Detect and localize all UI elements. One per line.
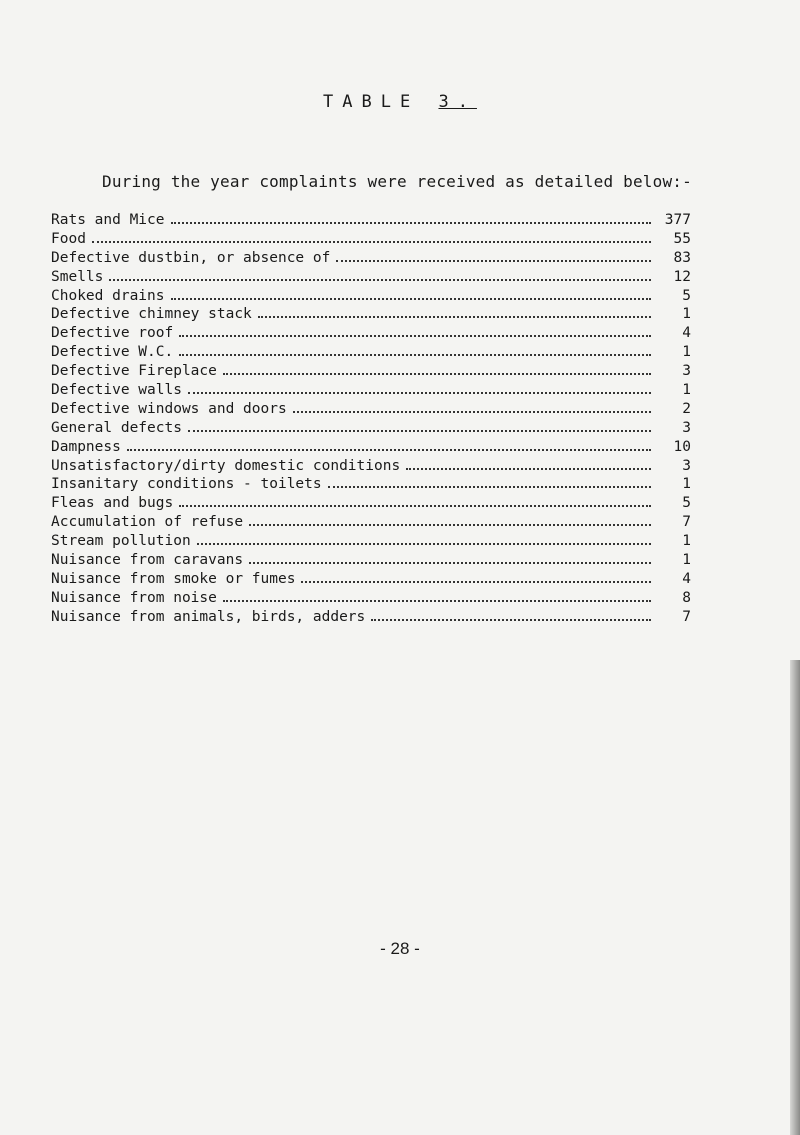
complaint-label: Nuisance from caravans: [51, 552, 244, 569]
complaint-count: 1: [682, 344, 691, 361]
complaint-row: [51, 306, 691, 325]
complaint-label: Defective roof: [51, 325, 174, 342]
complaint-row: [51, 533, 691, 552]
dot-leader: [336, 260, 651, 262]
intro-text: During the year complaints were received as detailed below:-: [102, 172, 692, 191]
complaint-label: Defective dustbin, or absence of: [51, 249, 331, 266]
complaint-count: 12: [673, 268, 691, 285]
complaint-row: [51, 495, 691, 514]
table-title-word: TABLE: [323, 92, 420, 112]
complaint-label: Dampness: [51, 438, 121, 455]
complaint-count: 7: [682, 608, 691, 625]
complaint-count: 10: [673, 438, 691, 455]
complaint-count: 3: [682, 457, 691, 474]
complaint-label: Defective Fireplace: [51, 363, 217, 380]
complaint-count: 1: [682, 533, 691, 550]
dot-leader: [179, 505, 651, 507]
dot-leader: [249, 562, 651, 564]
complaint-count: 1: [682, 476, 691, 493]
dot-leader: [179, 354, 651, 356]
complaint-label: Smells: [51, 268, 104, 285]
complaint-label: Choked drains: [51, 287, 165, 304]
dot-leader: [223, 600, 651, 602]
dot-leader: [406, 468, 651, 470]
complaint-label: Rats and Mice: [51, 212, 165, 228]
complaint-row: [51, 269, 691, 288]
dot-leader: [258, 316, 651, 318]
dot-leader: [223, 373, 651, 375]
table-title: [0, 92, 800, 112]
complaint-label: Nuisance from noise: [51, 589, 217, 606]
dot-leader: [301, 581, 651, 583]
complaint-label: Defective windows and doors: [51, 400, 287, 417]
complaint-row: [51, 609, 691, 628]
complaint-count: 1: [682, 552, 691, 569]
complaint-count: 2: [682, 400, 691, 417]
complaints-list: [51, 212, 691, 628]
complaint-count: 83: [673, 249, 691, 266]
complaint-row: [51, 288, 691, 307]
complaint-row: [51, 212, 691, 231]
complaint-row: [51, 382, 691, 401]
complaint-row: [51, 363, 691, 382]
complaint-label: Unsatisfactory/dirty domestic conditions: [51, 457, 401, 474]
dot-leader: [188, 430, 651, 432]
complaint-count: 5: [682, 287, 691, 304]
complaint-row: [51, 401, 691, 420]
scan-edge-shadow: [790, 660, 800, 1135]
complaint-label: Nuisance from animals, birds, adders: [51, 608, 366, 625]
dot-leader: [127, 449, 651, 451]
complaint-label: General defects: [51, 419, 182, 436]
complaint-row: [51, 250, 691, 269]
complaint-label: Defective walls: [51, 382, 182, 399]
complaint-count: 7: [682, 514, 691, 531]
dot-leader: [171, 298, 652, 300]
complaint-label: Fleas and bugs: [51, 495, 174, 512]
complaint-label: Stream pollution: [51, 533, 191, 550]
complaint-row: [51, 439, 691, 458]
complaint-row: [51, 325, 691, 344]
complaint-count: 4: [682, 570, 691, 587]
dot-leader: [249, 524, 651, 526]
complaint-row: [51, 514, 691, 533]
complaint-row: [51, 571, 691, 590]
complaint-count: 1: [682, 382, 691, 399]
complaint-row: [51, 552, 691, 571]
dot-leader: [188, 392, 651, 394]
dot-leader: [109, 279, 651, 281]
complaint-count: 3: [682, 363, 691, 380]
dot-leader: [328, 486, 651, 488]
page-number: - 28 -: [380, 939, 420, 958]
complaint-label: Defective chimney stack: [51, 306, 252, 323]
dot-leader: [92, 241, 651, 243]
table-title-number: 3.: [438, 92, 477, 112]
complaint-row: [51, 476, 691, 495]
complaint-row: [51, 344, 691, 363]
complaint-count: 4: [682, 325, 691, 342]
complaint-count: 377: [664, 212, 691, 228]
complaint-row: [51, 420, 691, 439]
dot-leader: [293, 411, 651, 413]
complaint-label: Nuisance from smoke or fumes: [51, 570, 296, 587]
complaint-row: [51, 590, 691, 609]
complaint-row: [51, 231, 691, 250]
complaint-count: 55: [673, 230, 691, 247]
complaint-label: Defective W.C.: [51, 344, 174, 361]
complaint-label: Food: [51, 230, 86, 247]
complaint-count: 8: [682, 589, 691, 606]
complaint-count: 3: [682, 419, 691, 436]
dot-leader: [171, 222, 652, 224]
complaint-label: Insanitary conditions - toilets: [51, 476, 322, 493]
complaint-label: Accumulation of refuse: [51, 514, 244, 531]
dot-leader: [197, 543, 651, 545]
complaint-row: [51, 458, 691, 477]
dot-leader: [371, 619, 651, 621]
complaint-count: 5: [682, 495, 691, 512]
complaint-count: 1: [682, 306, 691, 323]
dot-leader: [179, 335, 651, 337]
